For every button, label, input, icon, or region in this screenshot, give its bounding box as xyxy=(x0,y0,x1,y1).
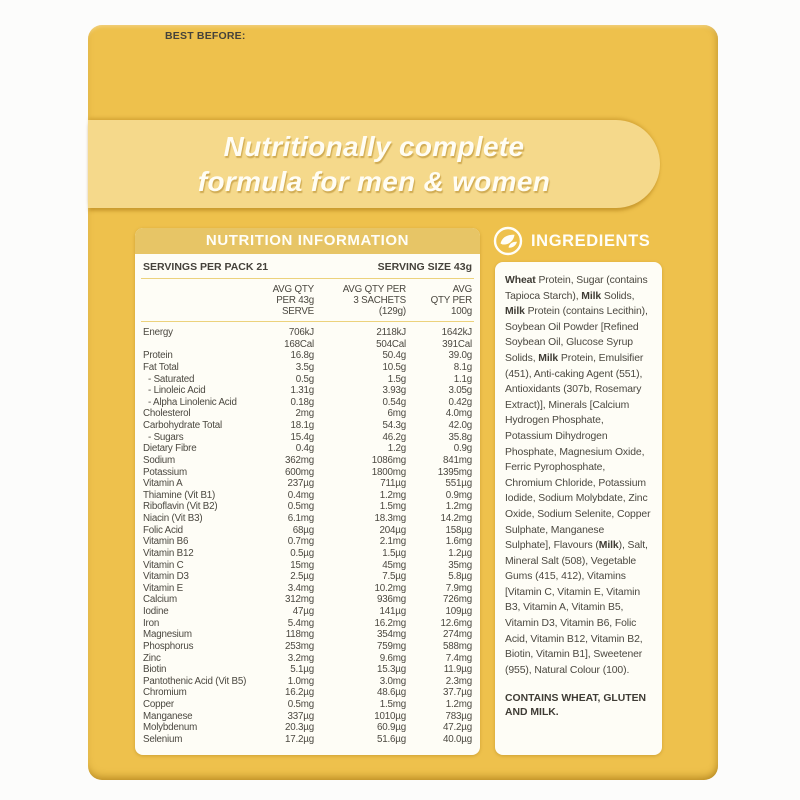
table-row xyxy=(143,467,472,479)
nutrient-value: 3.2mg xyxy=(287,652,314,664)
table-row xyxy=(143,432,472,444)
nutrient-value: 783µg xyxy=(445,710,472,722)
nutrient-value: 1800mg xyxy=(371,466,406,478)
nutrient-value: 1.5mg xyxy=(379,501,406,513)
nutrient-value: 0.9mg xyxy=(445,489,472,501)
nutrition-information-panel xyxy=(135,228,480,755)
nutrient-value: 12.6mg xyxy=(440,617,472,629)
nutrient-label: Vitamin C xyxy=(143,559,184,571)
nutrient-value: 1.2g xyxy=(387,443,406,455)
servings-per-pack: SERVINGS PER PACK 21 xyxy=(143,261,269,273)
table-row xyxy=(143,606,472,618)
nutrient-value: 0.9g xyxy=(453,443,472,455)
nutrient-value: 60.9µg xyxy=(377,722,406,734)
nutrient-value: 3.5g xyxy=(295,361,314,373)
nutrient-value: 168Cal xyxy=(284,338,314,350)
table-row xyxy=(143,722,472,734)
nutrient-label: - Sugars xyxy=(148,431,184,443)
nutrient-value: 2.5µg xyxy=(290,571,314,583)
nutrient-value: 1395mg xyxy=(437,466,472,478)
nutrient-value: 10.2mg xyxy=(374,582,406,594)
nutrient-value: 1010µg xyxy=(374,710,406,722)
table-row xyxy=(143,339,472,351)
nutrient-value: 109µg xyxy=(445,606,472,617)
nutrient-value: 3.4mg xyxy=(287,582,314,594)
nutrient-value: 35.8g xyxy=(448,431,472,443)
nutrient-value: 15mg xyxy=(290,559,314,571)
nutrient-value: 1086mg xyxy=(371,454,406,466)
nutrient-label: Vitamin B12 xyxy=(143,547,194,559)
nutrient-value: 0.4g xyxy=(295,443,314,455)
nutrient-value: 3.05g xyxy=(448,385,472,397)
package-back-panel xyxy=(88,25,718,780)
nutrient-value: 312mg xyxy=(285,594,314,606)
nutrient-value: 118mg xyxy=(285,629,314,641)
nutrient-label: Folic Acid xyxy=(143,524,183,536)
nutrient-label: Energy xyxy=(143,327,173,338)
nutrient-value: 551µg xyxy=(445,478,472,490)
table-row xyxy=(143,641,472,653)
nutrient-value: 16.2µg xyxy=(285,687,314,699)
table-row xyxy=(143,629,472,641)
nutrient-value: 1642kJ xyxy=(441,327,472,338)
table-row xyxy=(143,571,472,583)
nutrient-value: 8.1g xyxy=(453,361,472,373)
nutrient-value: 47µg xyxy=(292,606,314,617)
nutrient-label: Zinc xyxy=(143,652,161,664)
nutrient-value: 1.2µg xyxy=(448,547,472,559)
nutrient-value: 42.0g xyxy=(448,420,472,431)
nutrient-value: 158µg xyxy=(445,524,472,536)
nutrient-value: 726mg xyxy=(443,594,472,606)
nutrient-label: Dietary Fibre xyxy=(143,443,197,455)
table-row xyxy=(143,397,472,409)
allergen-statement: CONTAINS WHEAT, GLUTEN AND MILK. xyxy=(505,693,647,719)
nutrient-value: 45mg xyxy=(382,559,406,571)
nutrient-value: 0.5µg xyxy=(290,547,314,559)
nutrient-value: 10.5g xyxy=(382,361,406,373)
nutrient-value: 0.5mg xyxy=(287,501,314,513)
nutrient-value: 18.3mg xyxy=(374,513,406,524)
nutrient-value: 600mg xyxy=(285,466,314,478)
table-row xyxy=(143,350,472,362)
nutrient-value: 711µg xyxy=(380,478,406,490)
best-before-label: BEST BEFORE: xyxy=(165,30,246,42)
nutrient-value: 47.2µg xyxy=(443,722,472,734)
nutrient-value: 16.8g xyxy=(290,350,314,362)
nutrient-label: Calcium xyxy=(143,594,177,606)
nutrient-value: 18.1g xyxy=(290,420,314,431)
column-header: AVG QTY PER 3 SACHETS (129g) xyxy=(342,284,406,317)
nutrient-value: 0.4mg xyxy=(287,489,314,501)
table-row xyxy=(143,455,472,467)
nutrient-value: 39.0g xyxy=(448,350,472,362)
table-row xyxy=(143,676,472,688)
nutrition-information-title: NUTRITION INFORMATION xyxy=(135,228,480,254)
tagline-banner xyxy=(88,120,660,208)
nutrient-value: 1.2mg xyxy=(379,489,406,501)
table-row xyxy=(143,513,472,525)
nutrient-label: - Alpha Linolenic Acid xyxy=(148,396,237,408)
nutrient-value: 1.2mg xyxy=(445,501,472,513)
nutrient-value: 1.6mg xyxy=(445,536,472,548)
nutrient-value: 50.4g xyxy=(382,350,406,362)
nutrient-value: 5.4mg xyxy=(287,617,314,629)
nutrient-value: 391Cal xyxy=(442,338,472,350)
nutrient-value: 17.2µg xyxy=(285,733,314,745)
nutrient-value: 204µg xyxy=(379,524,406,536)
nutrient-value: 1.2mg xyxy=(445,699,472,710)
nutrient-value: 588mg xyxy=(443,640,472,652)
table-row xyxy=(143,385,472,397)
nutrient-value: 6.1mg xyxy=(287,513,314,524)
nutrient-value: 1.5µg xyxy=(382,547,406,559)
nutrient-label: Vitamin B6 xyxy=(143,536,189,548)
nutrient-value: 0.42g xyxy=(448,396,472,408)
nutrient-label: Manganese xyxy=(143,710,193,722)
table-row xyxy=(143,583,472,595)
nutrient-label: Iodine xyxy=(143,606,169,617)
nutrient-label: Protein xyxy=(143,350,173,362)
ingredients-text: Wheat Protein, Sugar (contains Tapioca Starch), Milk Solids, Milk Protein (contains Lecithin), Soybean Oil Powder [Refined Soybean Oil, Glucose Syrup Solids, Milk Protein, Emulsifier (451), Anti-caking Agent (551), Antioxidants (307b, Rosemary Extract)], Minerals [Calcium Hydrogen Phosphate, Potassium Dihydrogen Phosphate, Magnesium Oxide, Ferric Pyrophosphate, Chromium Chloride, Potassium Iodide, Sodium Molybdate, Zinc Oxide, Sodium Selenite, Copper Sulphate, Manganese Sulphate], Flavours (Milk), Salt, Mineral Salt (508), Vegetable Gums (415, 412), Vitamins [Vitamin C, Vitamin E, Vitamin B3, Vitamin A, Vitamin B5, Vitamin D3, Vitamin B6, Folic Acid, Vitamin B12, Vitamin B2, Biotin, Vitamin B1], Sweetener (955), Natural Colour (100). xyxy=(505,275,651,676)
table-row xyxy=(143,548,472,560)
column-headers xyxy=(135,279,480,321)
table-row xyxy=(143,711,472,723)
nutrient-label: Biotin xyxy=(143,664,167,676)
nutrient-value: 1.5mg xyxy=(379,699,406,710)
nutrient-value: 2.1mg xyxy=(379,536,406,548)
nutrient-label: Cholesterol xyxy=(143,408,191,420)
nutrient-value: 68µg xyxy=(292,524,314,536)
table-row xyxy=(143,490,472,502)
nutrient-value: 337µg xyxy=(287,710,314,722)
nutrient-value: 20.3µg xyxy=(285,722,314,734)
table-row xyxy=(143,664,472,676)
nutrient-label: Chromium xyxy=(143,687,187,699)
nutrient-value: 237µg xyxy=(287,478,314,490)
nutrient-label: Iron xyxy=(143,617,160,629)
nutrient-label: Thiamine (Vit B1) xyxy=(143,489,216,501)
nutrient-label: Fat Total xyxy=(143,361,179,373)
leaf-icon xyxy=(493,226,523,256)
nutrient-value: 1.1g xyxy=(453,373,472,385)
nutrient-value: 11.9µg xyxy=(443,664,472,676)
nutrient-value: 15.4g xyxy=(290,431,314,443)
nutrient-value: 253mg xyxy=(285,640,314,652)
nutrient-value: 0.5g xyxy=(295,373,314,385)
nutrient-value: 2mg xyxy=(295,408,314,420)
nutrient-value: 2118kJ xyxy=(376,327,406,338)
table-row xyxy=(143,687,472,699)
ingredients-panel xyxy=(495,262,662,755)
nutrient-label: Pantothenic Acid (Vit B5) xyxy=(143,675,247,687)
nutrient-value: 1.0mg xyxy=(287,675,314,687)
nutrient-value: 15.3µg xyxy=(377,664,406,676)
nutrient-value: 7.4mg xyxy=(445,652,472,664)
table-row xyxy=(143,560,472,572)
nutrient-label: Carbohydrate Total xyxy=(143,420,222,431)
table-row xyxy=(143,501,472,513)
table-row xyxy=(143,478,472,490)
serving-size: SERVING SIZE 43g xyxy=(377,261,472,273)
tagline-line-1: Nutritionally complete xyxy=(223,131,525,162)
table-row xyxy=(143,443,472,455)
nutrient-value: 37.7µg xyxy=(443,687,472,699)
nutrient-label: Sodium xyxy=(143,454,176,466)
nutrient-label xyxy=(143,339,250,351)
table-row xyxy=(143,362,472,374)
nutrient-value: 0.7mg xyxy=(287,536,314,548)
table-row xyxy=(143,525,472,537)
table-row xyxy=(143,653,472,665)
nutrient-label: Molybdenum xyxy=(143,722,198,734)
table-row xyxy=(143,374,472,386)
nutrient-value: 759mg xyxy=(377,640,406,652)
tagline-line-2: formula for men & women xyxy=(197,166,551,197)
nutrient-value: 4.0mg xyxy=(445,408,472,420)
table-row xyxy=(143,327,472,339)
column-header: AVG QTY PER 43g SERVE xyxy=(272,284,314,317)
nutrient-value: 6mg xyxy=(387,408,406,420)
ingredients-title: INGREDIENTS xyxy=(531,231,651,250)
nutrient-value: 141µg xyxy=(379,606,406,617)
nutrient-value: 46.2g xyxy=(382,431,406,443)
nutrient-value: 54.3g xyxy=(382,420,406,431)
nutrient-label: - Saturated xyxy=(148,373,195,385)
nutrient-value: 7.5µg xyxy=(382,571,406,583)
nutrient-value: 1.5g xyxy=(387,373,406,385)
nutrient-value: 1.31g xyxy=(290,385,314,397)
nutrient-value: 5.8µg xyxy=(448,571,472,583)
nutrient-label: Potassium xyxy=(143,466,187,478)
nutrient-value: 3.0mg xyxy=(379,675,406,687)
nutrient-label: - Linoleic Acid xyxy=(148,385,206,397)
table-row xyxy=(143,734,472,746)
nutrient-label: Niacin (Vit B3) xyxy=(143,513,203,524)
table-row xyxy=(143,618,472,630)
column-header-spacer xyxy=(143,284,250,317)
nutrient-value: 5.1µg xyxy=(290,664,314,676)
table-row xyxy=(143,699,472,711)
table-row xyxy=(143,594,472,606)
nutrient-value: 3.93g xyxy=(382,385,406,397)
table-row xyxy=(143,420,472,432)
nutrient-value: 274mg xyxy=(443,629,472,641)
nutrient-label: Magnesium xyxy=(143,629,192,641)
nutrient-value: 504Cal xyxy=(376,338,406,350)
nutrient-value: 362mg xyxy=(285,454,314,466)
nutrient-value: 841mg xyxy=(443,454,472,466)
nutrient-value: 16.2mg xyxy=(374,617,406,629)
nutrient-label: Copper xyxy=(143,699,174,710)
table-row xyxy=(143,408,472,420)
ingredients-header xyxy=(493,223,650,259)
table-row xyxy=(143,536,472,548)
nutrient-label: Vitamin E xyxy=(143,582,183,594)
nutrient-value: 40.0µg xyxy=(443,733,472,745)
nutrition-rows xyxy=(135,322,480,746)
nutrient-value: 0.18g xyxy=(290,396,314,408)
nutrient-label: Phosphorus xyxy=(143,640,194,652)
nutrient-value: 0.5mg xyxy=(287,699,314,710)
nutrient-label: Riboflavin (Vit B2) xyxy=(143,501,218,513)
nutrient-label: Selenium xyxy=(143,733,183,745)
nutrient-value: 2.3mg xyxy=(445,675,472,687)
nutrient-value: 354mg xyxy=(377,629,406,641)
nutrient-value: 7.9mg xyxy=(445,582,472,594)
nutrient-value: 14.2mg xyxy=(440,513,472,524)
nutrient-label: Vitamin A xyxy=(143,478,183,490)
servings-row xyxy=(135,254,480,278)
nutrient-value: 51.6µg xyxy=(377,733,406,745)
nutrient-value: 9.6mg xyxy=(379,652,406,664)
nutrient-value: 936mg xyxy=(377,594,406,606)
nutrient-value: 48.6µg xyxy=(377,687,406,699)
column-header: AVG QTY PER 100g xyxy=(430,284,472,317)
nutrient-value: 0.54g xyxy=(382,396,406,408)
nutrient-value: 706kJ xyxy=(288,327,314,338)
nutrient-value: 35mg xyxy=(448,559,472,571)
nutrient-label: Vitamin D3 xyxy=(143,571,189,583)
